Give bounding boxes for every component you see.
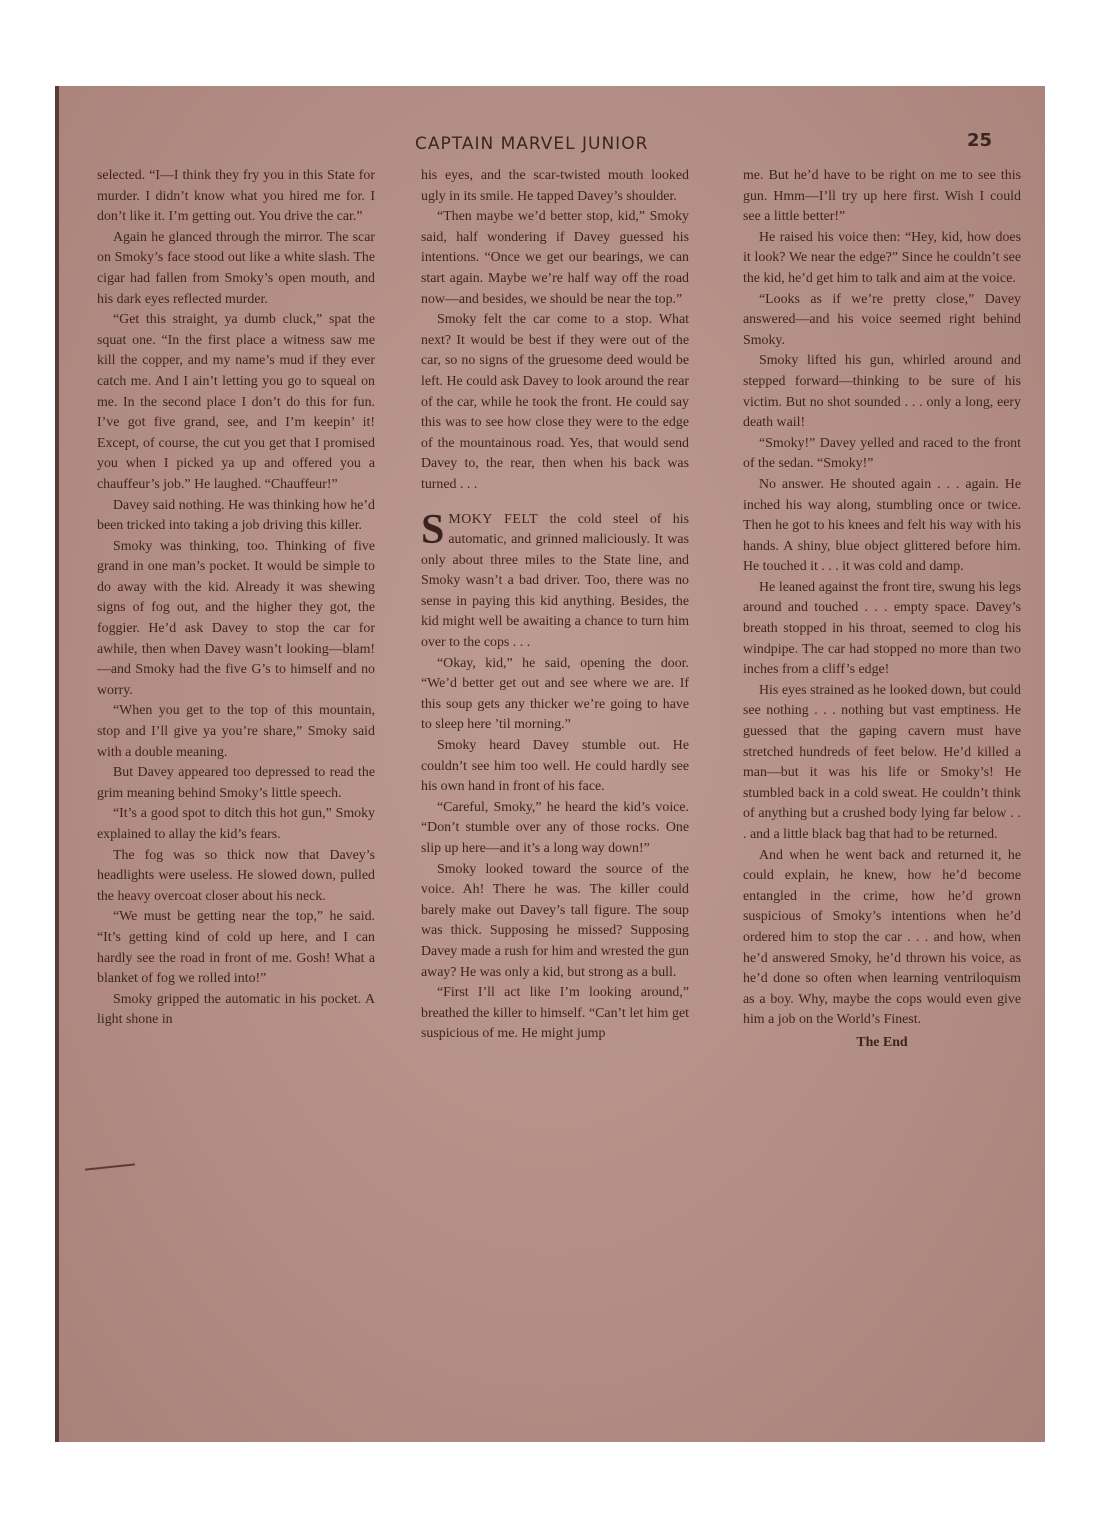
paragraph: His eyes strained as he looked down, but could see nothing . . . nothing but vast emptiness. He guessed that the gaping cavern must have stretched hundreds of feet below. He’d killed a man—but it was his life or Smoky’s! He stumbled back in a cold sweat. He couldn’t think of anything but a crushed body lying far below . . . and a little black bag that had to be returned. — [743, 682, 1021, 842]
paragraph: Smoky gripped the automatic in his pocket. A light shone in — [97, 991, 375, 1028]
paragraph: “When you get to the top of this mountain, stop and I’ll give ya you’re share,” Smoky said with a double meaning. — [97, 703, 375, 760]
the-end-label: The End — [856, 1034, 908, 1050]
paragraph: “Smoky!” Davey yelled and raced to the front of the sedan. “Smoky!” — [743, 435, 1021, 472]
page-number: 25 — [967, 130, 993, 151]
paragraph: “Then maybe we’d better stop, kid,” Smoky said, half wondering if Davey guessed his intentions. “Once we get our bearings, we can start again. Maybe we’re half way off the road now—and besides, we should be near the top.” — [421, 209, 689, 307]
paragraph: “We must be getting near the top,” he said. “It’s getting kind of cold up here, and I can hardly see the road in front of me. Gosh! What a blanket of fog we rolled into!” — [97, 909, 375, 987]
paragraph: “First I’ll act like I’m looking around,” breathed the killer to himself. “Can’t let him get suspicious of me. He might jump — [421, 985, 689, 1042]
text-column-3 — [743, 166, 1021, 1434]
paragraph: “Looks as if we’re pretty close,” Davey answered—and his voice seemed right behind Smoky. — [743, 291, 1021, 348]
paragraph: Smoky lifted his gun, whirled around and stepped forward—thinking to be sure of his victim. But no shot sounded . . . only a long, eery death wail! — [743, 353, 1021, 431]
drop-cap: S — [421, 506, 445, 553]
page-spine-edge — [55, 86, 59, 1442]
paragraph: “It’s a good spot to ditch this hot gun,” Smoky explained to allay the kid’s fears. — [97, 806, 375, 842]
paragraph: No answer. He shouted again . . . again. He inched his way along, stumbling once or twice. Then he got to his knees and felt his way with his hands. A shiny, blue object glittered before him. He touched it . . . it was cold and damp. — [743, 476, 1021, 575]
paragraph: Smoky was thinking, too. Thinking of five grand in one man’s pocket. It would be simple to do away with the kid. Already it was shewing signs of fog out, and the higher they got, the foggier. He’d ask Davey to stop the car for awhile, then when Davey wasn’t looking—blam!—and Smoky had the five G’s to himself and no worry. — [97, 538, 375, 698]
paragraph: And when he went back and returned it, he could explain, he knew, how he’d become entangled in the crime, how he’d grown suspicious of Smoky’s intentions when he’d ordered him to stop the car . . . and how, when he’d answered Smoky, he’d thrown his voice, as he’d done so often when learning ventriloquism as a boy. Why, maybe the cops would even give him a job on the World’s Finest. — [743, 847, 1021, 1028]
magazine-page — [55, 86, 1045, 1442]
paragraph: Again he glanced through the mirror. The scar on Smoky’s face stood out like a white slash. The cigar had fallen from Smoky’s open mouth, and his dark eyes reflected murder. — [97, 229, 375, 307]
paragraph: “Okay, kid,” he said, opening the door. “We’d better get out and see where we are. If this soup gets any thicker we’re going to have to sleep here ’til morning.” — [421, 655, 689, 733]
paragraph: He raised his voice then: “Hey, kid, how does it look? We near the edge?” Since he couldn’t see the kid, he’d get him to talk and aim at the voice. — [743, 229, 1021, 286]
paragraph: The fog was so thick now that Davey’s headlights were useless. He slowed down, pulled the heavy overcoat closer about his neck. — [97, 847, 375, 904]
paragraph: Smoky felt the car come to a stop. What next? It would be best if they were out of the car, so no signs of the gruesome deed would be left. He could ask Davey to look around the rear of the car, while he took the front. He could say this was to see how close they were to the edge of the mountainous road. Yes, that would send Davey to, the rear, then when his back was turned . . . — [421, 312, 689, 492]
running-head: CAPTAIN MARVEL JUNIOR — [415, 134, 649, 154]
text-column-2 — [421, 166, 689, 1434]
section-opening-paragraph — [421, 506, 689, 654]
paragraph: But Davey appeared too depressed to read the grim meaning behind Smoky’s little speech. — [97, 765, 375, 801]
paragraph: Davey said nothing. He was thinking how he’d been tricked into taking a job driving this killer. — [97, 497, 375, 534]
paragraph: his eyes, and the scar-twisted mouth looked ugly in its smile. He tapped Davey’s shoulder. — [421, 168, 689, 204]
paragraph: “Careful, Smoky,” he heard the kid’s voice. “Don’t stumble over any of those rocks. One slip up here—and it’s a long way down!” — [421, 799, 689, 856]
paragraph: Smoky heard Davey stumble out. He couldn’t see him too well. He could hardly see his own hand in front of his face. — [421, 738, 689, 795]
page-header — [55, 130, 1045, 158]
paragraph: Smoky looked toward the source of the voice. Ah! There he was. The killer could barely make out Davey’s tall figure. The soup was thick. Supposing he missed? Supposing Davey made a rush for him and wrested the gun away? He was only a kid, but strong as a bull. — [421, 861, 689, 980]
paragraph: He leaned against the front tire, swung his legs around and touched . . . empty space. Davey’s breath stopped in his throat, seemed to clog his windpipe. The car had stopped no more than two inches from a cliff’s edge! — [743, 579, 1021, 678]
paragraph: selected. “I—I think they fry you in this State for murder. I didn’t know what you hired me for. I don’t like it. I’m getting out. You drive the car.” — [97, 168, 375, 225]
text-column-1 — [97, 166, 375, 1434]
paragraph: “Get this straight, ya dumb cluck,” spat the squat one. “In the first place a witness saw me kill the copper, and my name’s mud if they ever catch me. And I ain’t letting you go to squeal on me. In the second place I don’t do this for fun. I’ve got five grand, see, and I’m keepin’ it! Except, of course, the cut you get that I promised you when I picked ya up and offered you a chauffeur’s job.” He laughed. “Chauffeur!” — [97, 312, 375, 492]
section-lead-in: MOKY FELT — [448, 511, 539, 527]
section-text: the cold steel of his automatic, and grinned maliciously. It was only about three miles to the State line, and Smoky wasn’t a bad driver. Too, there was no sense in paying this kid anything. Besides, the kid might well be awaiting a chance to turn him over to the cops . . . — [421, 511, 689, 651]
paragraph: me. But he’d have to be right on me to see this gun. Hmm—I’ll try up here first. Wish I could see a little better!” — [743, 168, 1021, 225]
